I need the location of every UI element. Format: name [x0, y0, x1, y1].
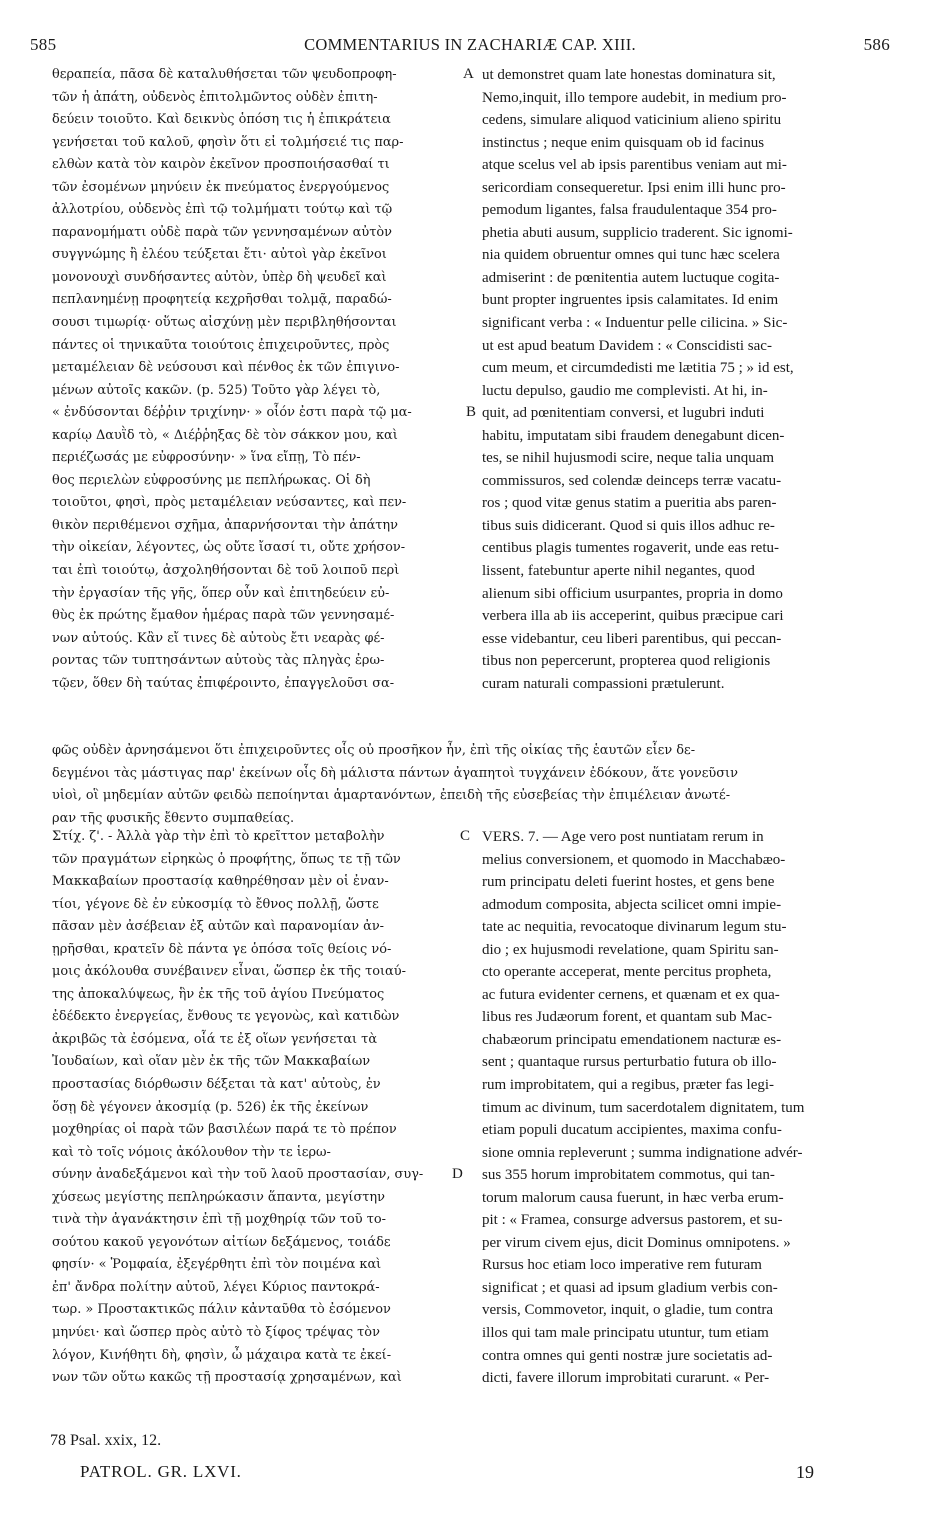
text-line: της ἀποκαλύψεως, ἣν ἐκ τῆς τοῦ ἁγίου Πνεύματος — [52, 986, 385, 1002]
text-line: esse videbantur, ceu liberi parentibus, qui peccan- — [482, 630, 782, 647]
margin-marker-a: A — [463, 66, 474, 82]
text-line: μονονουχὶ συνδήσαντες αὐτὸν, ὑπὲρ δὴ ψευδεῖ καὶ — [52, 269, 387, 285]
margin-marker-d: D — [452, 1166, 463, 1182]
text-line: τῶν ἐσομένων μηνύειν ἐκ πνεύματος ἐνεργούμενος — [52, 179, 390, 195]
text-line: τῶν πραγμάτων εἰρηκὼς ὁ προφήτης, ὅπως τε τῇ τῶν — [52, 851, 401, 867]
text-line: μένων αὐτοῖς κακῶν. (p. 525) Τοῦτο γὰρ λέγει τὸ, — [52, 382, 381, 398]
text-line: θὺς ἐκ πρώτης ἔμαθον ἡμέρας παρὰ τῶν γεννησαμέ- — [52, 608, 395, 624]
text-line: νων τῶν οὕτω κακῶς τῇ προστασίᾳ χρησαμένων, καὶ — [52, 1370, 402, 1386]
text-line: ut demonstret quam late honestas dominatura sit, — [482, 67, 776, 83]
text-line: alienum sibi officium usurpantes, propria in domo — [482, 585, 783, 602]
text-line: illos qui tam male principatu utuntur, tum etiam — [482, 1325, 769, 1342]
text-line: σύνην ἀναδεξάμενοι καὶ τὴν τοῦ λαοῦ προστασίαν, συγ- — [52, 1167, 424, 1183]
text-line: cum meum, et circumdedisti me lætitia 75 ; » id est, — [482, 360, 794, 377]
text-line: τωρ. » Προστακτικῶς πάλιν κἀνταῦθα τὸ ἐσόμενον — [52, 1302, 391, 1318]
text-line: περιέζωσάς με εὐφροσύνην· » ἵνα εἴπῃ, Τὸ πέν- — [52, 450, 361, 466]
text-line: πάντες οἱ τηνικαῦτα τοιούτοις ἐπιχειροῦντες, πρὸς — [52, 337, 390, 353]
text-line: ut est apud beatum Davidem : « Conscidisti sac- — [482, 337, 772, 354]
text-line: σουσι τιμωρίᾳ· οὕτως αἰσχύνῃ μὲν περιβληθήσονται — [52, 315, 397, 331]
text-line: tes, se nihil hujusmodi scire, neque talia unquam — [482, 450, 775, 467]
text-line: tate ac nequitia, revocatoque divinarum legum stu- — [482, 919, 787, 936]
text-line: μοχθηρίας οἱ παρὰ τῶν βασιλέων παρά τε τὸ πρέπον — [52, 1122, 397, 1138]
text-line: δεγμένοι τὰς μάστιγας παρ' ἐκείνων οἷς δὴ μάλιστα πάντων ἀγαπητοὶ τυγχάνειν ἐδόκουν, ἅτε γονεῦσιν — [52, 765, 738, 781]
text-line: sione omnia repleverunt ; summa indignatione advér- — [482, 1144, 803, 1161]
text-line: συγγνώμης ἢ ἐλέου τεύξεται ἔτι· αὐτοὶ γὰρ ἐκεῖνοι — [52, 247, 387, 263]
footnote: 78 Psal. xxix, 12. — [50, 1432, 162, 1449]
text-line: cto operante acceperat, mente percitus propheta, — [482, 964, 772, 981]
text-line: centibus plagis tumentes rogaverit, unde eas retu- — [482, 540, 779, 557]
text-line: timum ac divinum, tum sacerdotalem dignitatem, tum — [482, 1099, 805, 1116]
text-line: μεταμέλειαν δὲ νεύσουσι καὶ πένθος ἐκ τῶν ἐπιγινο- — [52, 360, 400, 376]
text-line: rum improbitatem, qui a regibus, præter fas legi- — [482, 1077, 775, 1094]
running-header — [30, 35, 890, 57]
text-line: pemodum ligantes, falsa fraudulentaque 354 pro- — [482, 202, 777, 219]
text-line: cedens, simulare aliquod vaticinium alieno spiritu — [482, 112, 782, 129]
text-line: καὶ τὸ τοῖς νόμοις ἀκόλουθον τὴν τε ἱερω- — [52, 1144, 331, 1160]
text-line: atque scelus vel ab ipsis parentibus veniam aut mi- — [482, 157, 787, 174]
text-line: habitu, imputatam sibi fraudem denegabunt dicen- — [482, 427, 785, 444]
text-line: instinctus ; neque enim quisquam ob id facinus — [482, 134, 765, 151]
text-line: θεραπεία, πᾶσα δὲ καταλυθήσεται τῶν ψευδοπροφη- — [52, 67, 397, 82]
text-line: significant verba : « Induentur pelle cilicina. » Sic- — [482, 315, 788, 332]
text-line: ραν τῆς φυσικῆς ἔθεντο συμπαθείας. — [52, 810, 295, 826]
text-line: νων αὐτούς. Κἂν εἴ τινες δὲ αὐτοὺς ἔτι νεαρὰς φέ- — [52, 630, 385, 646]
margin-marker-c: C — [460, 828, 471, 844]
text-line: etiam populi ducatum accipientes, maxima confu- — [482, 1122, 782, 1139]
text-line: VERS. 7. — Age vero post nuntiatam rerum in — [482, 829, 764, 845]
text-line: θικὸν περιθέμενοι σχῆμα, ἀπαρνήσονται τὴν ἀπάτην — [52, 517, 398, 533]
text-line: sus 355 horum improbitatem commotus, qui tan- — [482, 1167, 775, 1184]
text-line: υἱοὶ, οἳ μηδεμίαν αὐτῶν φειδὼ πεποίηνται ἁμαρτανόντων, ἐπειδὴ τῆς εὐσεβείας τὴν ἐπιμέλειαν ἀνωτέ- — [52, 788, 731, 804]
text-line: admodum composita, abjecta scilicet omni impie- — [482, 896, 782, 913]
text-line: Rursus hoc etiam loco imperative rem futuram — [482, 1257, 762, 1274]
running-title: COMMENTARIUS IN ZACHARIÆ CAP. XIII. — [304, 35, 636, 54]
text-line: καρίῳ Δαυῒδ τὸ, « Διέῤῥηξας δὲ τὸν σάκκον μου, καὶ — [52, 427, 398, 443]
text-line: per virum civem ejus, dicit Dominus omnipotens. » — [482, 1234, 791, 1251]
text-line: τὴν ἐργασίαν τῆς γῆς, ὅπερ οὖν καὶ ἐπιτηδεύειν εὐ- — [52, 585, 390, 601]
text-line: δεύειν τοιοῦτο. Καὶ δεικνὺς ὁπόση τις ἡ ἐπικράτεια — [52, 112, 391, 128]
text-line: libus res Judæorum forent, et quantam sub Mac- — [482, 1009, 772, 1026]
text-line: rum principatu deleti fuerint hostes, et gens bene — [482, 874, 775, 891]
text-line: ῃρῆσθαι, κρατεῖν δὲ πάντα γε ὁπόσα τοῖς θείοις νό- — [52, 941, 392, 957]
text-line: ἀκριβῶς τὰ ἐσόμενα, οἷά τε ἐξ οἵων γενήσεται τὰ — [52, 1031, 378, 1047]
text-line: ὅσῃ δὲ γέγονεν ἀκοσμίᾳ (p. 526) ἐκ τῆς ἐκείνων — [52, 1099, 369, 1115]
text-line: tibus non pepercerunt, propterea quod religionis — [482, 653, 771, 670]
text-line: curam naturali compassioni prætulerunt. — [482, 675, 725, 692]
text-line: τινὰ τὴν ἀγανάκτησιν ἐπὶ τῇ μοχθηρίᾳ τῶν τοῦ το- — [52, 1212, 386, 1228]
text-line: torum malorum causa fuerunt, in hæc verba erum- — [482, 1189, 784, 1206]
text-line: λόγον, Κινήθητι δὴ, φησὶν, ὦ μάχαιρα κατὰ τε ἐκεί- — [52, 1347, 392, 1363]
text-line: contra omnes qui genti nostræ jure societatis ad- — [482, 1347, 773, 1364]
greek-column-top — [52, 64, 462, 695]
text-line: quit, ad pœnitentiam conversi, et lugubri induti — [482, 405, 765, 422]
text-line: sent ; quantaque rursus perturbatio futura ob illo- — [482, 1054, 777, 1071]
text-line: τοιοῦτοι, φησὶ, πρὸς μεταμέλειαν νεύσαντες, καὶ πεν- — [52, 495, 407, 511]
text-line: σούτου κακοῦ γεγονότων αἰτίων δεξάμενος, τοιάδε — [52, 1234, 391, 1250]
text-line: versis, Commovetor, inquit, o gladie, tum contra — [482, 1302, 774, 1319]
text-line: πεπλανημένῃ προφητείᾳ κεχρῆσθαι τολμᾷ, παραδώ- — [52, 292, 392, 308]
greek-full-width — [52, 740, 892, 830]
text-line: sericordiam consequeretur. Ipsi enim illi hunc pro- — [482, 179, 786, 196]
text-line: significat ; et quasi ad ipsum gladium verbis con- — [482, 1279, 778, 1296]
greek-column-bottom — [52, 826, 462, 1390]
text-line: Ἰουδαίων, καὶ οἵαν μὲν ἐκ τῆς τῶν Μακκαβαίων — [52, 1054, 371, 1070]
text-line: « ἐνδύσονται δέῤῥιν τριχίνην· » οἷόν ἐστι παρὰ τῷ μα- — [52, 405, 412, 421]
text-line: chabæorum principatu emendationem nacturæ es- — [482, 1031, 782, 1048]
text-line: Μακκαβαίων προστασίᾳ καθηρέθησαν μὲν οἱ ἐναν- — [52, 874, 389, 890]
text-line: phetia abuti ausum, supplicio traderent. Sic ignomi- — [482, 224, 793, 241]
patrologia-signature: PATROL. GR. LXVI. — [80, 1462, 242, 1481]
text-line: pit : « Framea, consurge adversus pastorem, et su- — [482, 1212, 783, 1229]
text-line: admiserint : de pœnitentia autem luctuque cogita- — [482, 269, 780, 286]
text-line: tibus suis didicerant. Quod si quis illos adhuc re- — [482, 517, 775, 534]
text-line: μοις ἀκόλουθα συνέβαινεν εἶναι, ὥσπερ ἐκ τῆς τοιαύ- — [52, 964, 406, 980]
text-line: ροντας τῶν τυπτησάντων αὐτοὺς τὰς πληγὰς ἐρω- — [52, 653, 385, 669]
text-line: τῷεν, ὅθεν δὴ ταύτας ἐπιφέροιντο, ἐπαγγελοῦσι σα- — [52, 675, 395, 691]
latin-column-top — [482, 64, 892, 695]
text-line: luctu depulso, gaudio me complevisti. At hi, in- — [482, 382, 768, 399]
text-line: Στίχ. ζ'. - Ἀλλὰ γὰρ τὴν ἐπὶ τὸ κρεῖττον μεταβολὴν — [52, 829, 385, 844]
text-line: ros ; quod vitæ genus statim a pueritia abs paren- — [482, 495, 777, 512]
gathering-signature: 19 — [796, 1462, 814, 1482]
text-line: melius conversionem, et quomodo in Macchabæo- — [482, 851, 786, 868]
text-line: dicti, favere illorum improbitati curarunt. « Per- — [482, 1370, 770, 1387]
text-line: bunt propter ingruentes ipsis calamitates. Id enim — [482, 292, 779, 309]
text-line: θος περιελὼν εὐφροσύνης με πεπλήρωκας. Οἱ δὴ — [52, 472, 371, 488]
text-line: φῶς οὐδὲν ἀρνησάμενοι ὅτι ἐπιχειροῦντες οἷς οὐ προσῆκον ἦν, ἐπὶ τῆς οἰκίας τῆς ἑαυτῶν εἶεν δε- — [52, 743, 696, 758]
text-line: φησίν· « Ῥομφαία, ἐξεγέρθητι ἐπὶ τὸν ποιμένα καὶ — [52, 1257, 382, 1273]
text-line: ται ἐπὶ τοιούτῳ, ἀσχοληθήσονται δὲ τοῦ λοιποῦ περὶ — [52, 563, 400, 579]
text-line: ἐδέδεκτο ἐνεργείας, ἔνθους τε γεγονὼς, καὶ κατιδὼν — [52, 1009, 400, 1025]
page-number-left: 585 — [30, 35, 57, 54]
text-line: nia quidem obruentur omnes qui tunc hæc scelera — [482, 247, 780, 264]
text-line: παρανομήματι οὐδὲ παρὰ τῶν γεννησαμένων αὐτὸν — [52, 224, 392, 240]
text-line: τῶν ἡ ἀπάτη, οὐδενὸς ἐπιτολμῶντος οὐδὲν ἐπιτη- — [52, 89, 378, 105]
text-line: verbera illa ab iis acceperint, quibus præcipue cari — [482, 608, 784, 625]
margin-marker-b: B — [466, 404, 477, 420]
text-line: ac futura evidenter cernens, et quænam et ex qua- — [482, 986, 780, 1003]
text-line: προστασίας διόρθωσιν δέξεται τὰ κατ' αὐτοὺς, ἐν — [52, 1077, 381, 1093]
text-line: Nemo,inquit, illo tempore audebit, in medium pro- — [482, 89, 787, 106]
page-number-right: 586 — [863, 35, 890, 54]
text-line: γενήσεται τοῦ καλοῦ, φησὶν ὅτι εἰ τολμήσειέ τις παρ- — [52, 134, 404, 150]
text-line: lissent, fatebuntur aperte nihil negantes, quod — [482, 563, 755, 580]
text-line: μηνύει· καὶ ὥσπερ πρὸς αὐτὸ τὸ ξίφος τρέψας τὸν — [52, 1325, 380, 1341]
text-line: ελθὼν κατὰ τὸν καιρὸν ἐκεῖνον προσποιήσασθαί τι — [52, 157, 390, 173]
text-line: πᾶσαν μὲν ἀσέβειαν ἐξ αὐτῶν καὶ παρανομίαν ἀν- — [52, 919, 385, 935]
text-line: commissuros, sed colendæ deinceps terræ vacatu- — [482, 472, 782, 489]
text-line: ἐπ' ἄνδρα πολίτην αὐτοῦ, λέγει Κύριος παντοκρά- — [52, 1279, 380, 1295]
text-line: τίοι, γέγονε δὲ ἐν εὐκοσμίᾳ τὸ ἔθνος πολλῇ, ὥστε — [52, 896, 379, 912]
text-line: χύσεως μεγίστης πεπληρώκασιν ἅπαντα, μεγίστην — [52, 1189, 385, 1205]
text-line: ἀλλοτρίου, οὐδενὸς ἐπὶ τῷ τολμήματι τούτῳ καὶ τῷ — [52, 202, 393, 218]
text-line: τὴν οἰκείαν, λέγοντες, ὡς οὔτε ἴσασί τι, οὔτε χρήσον- — [52, 540, 406, 556]
latin-column-bottom — [482, 826, 892, 1390]
text-line: dio ; ex hujusmodi revelatione, quam Spiritu san- — [482, 941, 779, 958]
